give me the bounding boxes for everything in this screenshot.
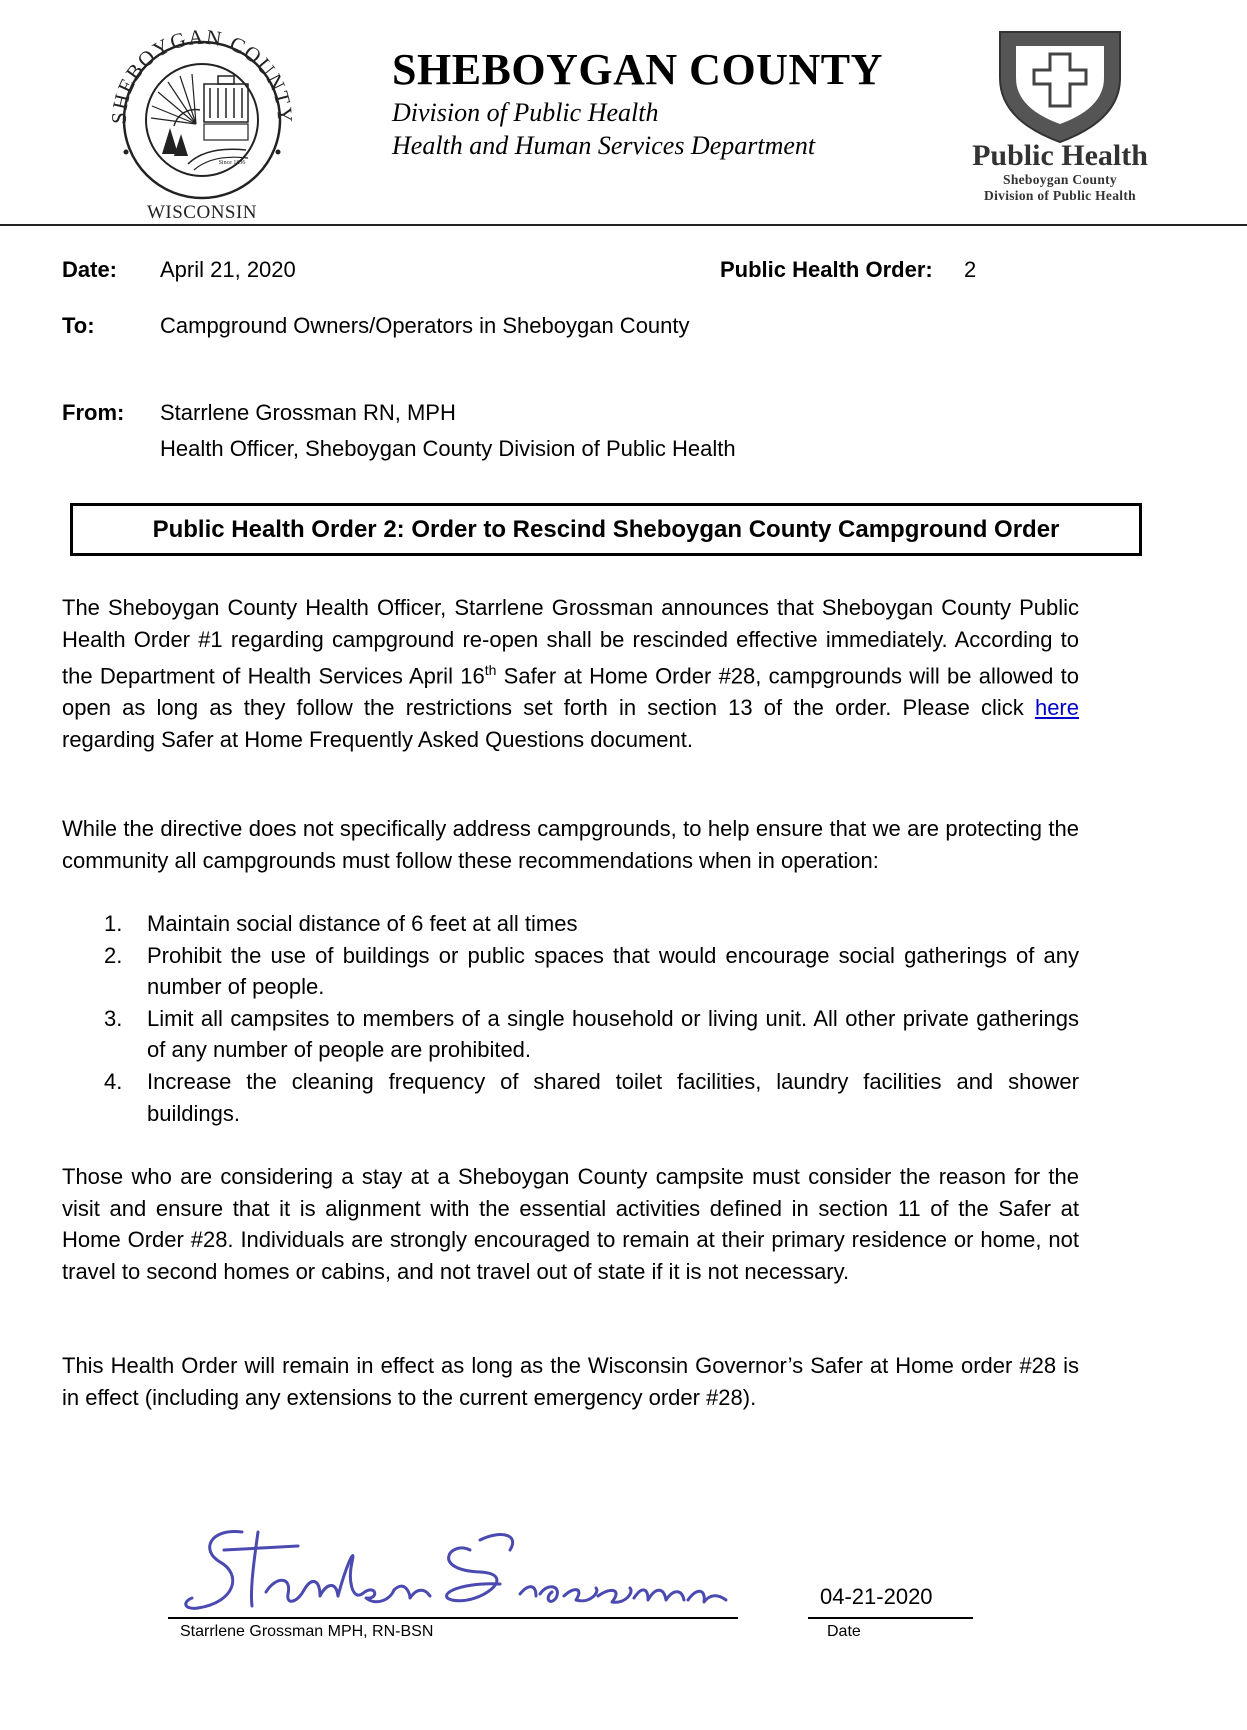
letterhead-subtitle-division: Division of Public Health bbox=[392, 98, 659, 127]
ordinal-suffix: th bbox=[484, 662, 497, 679]
signature-date-value: 04-21-2020 bbox=[820, 1584, 933, 1609]
from-name: Starrlene Grossman RN, MPH bbox=[160, 400, 456, 425]
list-item: 1. Maintain social distance of 6 feet at all times bbox=[104, 911, 578, 936]
paragraph-effective-period: This Health Order will remain in effect as long as the Wisconsin Governor’s Safer at Home order #28 is in effect (including any extensions to the current emergency order #28). bbox=[62, 1353, 1079, 1410]
date-label: Date: bbox=[62, 257, 118, 282]
public-health-logo-text bbox=[940, 140, 1180, 204]
date-value: April 21, 2020 bbox=[160, 257, 296, 282]
date-line bbox=[808, 1617, 973, 1619]
paragraph-campsite-stay: Those who are considering a stay at a Sheboygan County campsite must consider the reason for the visit and ensure that it is alignment with the essential activities defined in section 11 of the Safer at Home Order #28. Individuals are strongly encouraged to remain at their primary residence or home, not travel to second homes or cabins, and not travel out of state if it is not necessary. bbox=[62, 1164, 1079, 1284]
signature-line bbox=[168, 1617, 738, 1619]
paragraph-rescind-text-2: Safer at Home Order #28, campgrounds will be allowed to open as long as they follow the restrictions set forth in section 13 of the order. Please click bbox=[62, 663, 1079, 721]
letterhead-title-block bbox=[392, 44, 912, 162]
paragraph-rescind-text-3: regarding Safer at Home Frequently Asked Questions document. bbox=[62, 726, 694, 752]
letterhead-title: SHEBOYGAN COUNTY bbox=[392, 45, 883, 94]
order-number-label: Public Health Order: bbox=[720, 257, 933, 282]
logo-line-county: Sheboygan County bbox=[1003, 172, 1117, 187]
county-seal-icon bbox=[96, 14, 308, 226]
header-divider bbox=[0, 224, 1247, 226]
list-item: 2. Prohibit the use of buildings or public spaces that would encourage social gatherings of any number of people. bbox=[104, 942, 1079, 1000]
order-title-box: Public Health Order 2: Order to Rescind Sheboygan County Campground Order bbox=[70, 503, 1142, 556]
shield-cross-icon bbox=[990, 20, 1130, 145]
paragraph-directive: While the directive does not specifically address campgrounds, to help ensure that we are protecting the community all campgrounds must follow these recommendations when in operation: bbox=[62, 816, 1079, 873]
handwritten-signature bbox=[180, 1510, 730, 1630]
svg-text:SHEBOYGAN COUNTY: SHEBOYGAN COUNTY bbox=[106, 24, 298, 125]
order-number-value: 2 bbox=[964, 257, 977, 282]
signer-name: Starrlene Grossman MPH, RN-BSN bbox=[180, 1623, 434, 1640]
list-item: 3. Limit all campsites to members of a single household or living unit. All other private gatherings of any number of people are prohibited. bbox=[104, 1005, 1079, 1063]
svg-text:Since 1836: Since 1836 bbox=[218, 160, 246, 166]
svg-text:WISCONSIN: WISCONSIN bbox=[146, 202, 258, 223]
recommendations-list bbox=[62, 908, 1079, 1129]
logo-title: Public Health bbox=[972, 139, 1148, 172]
to-label: To: bbox=[62, 313, 95, 338]
faq-link[interactable]: here bbox=[1034, 695, 1079, 721]
letterhead-subtitle-department: Health and Human Services Department bbox=[392, 131, 816, 160]
to-value: Campground Owners/Operators in Sheboygan County bbox=[160, 313, 690, 338]
paragraph-rescind-text-1: The Sheboygan County Health Officer, Starrlene Grossman announces that Sheboygan County Public Health Order #1 regarding campground re-open shall be rescinded effective immediately. According to the Department of Health Services April 16 bbox=[62, 595, 1079, 689]
from-title: Health Officer, Sheboygan County Division of Public Health bbox=[160, 436, 736, 461]
from-label: From: bbox=[62, 400, 125, 425]
paragraph-rescind bbox=[62, 592, 1079, 755]
list-item: 4. Increase the cleaning frequency of shared toilet facilities, laundry facilities and shower buildings. bbox=[104, 1068, 1079, 1126]
signature-date-label: Date bbox=[827, 1623, 861, 1640]
logo-line-division: Division of Public Health bbox=[984, 188, 1136, 203]
